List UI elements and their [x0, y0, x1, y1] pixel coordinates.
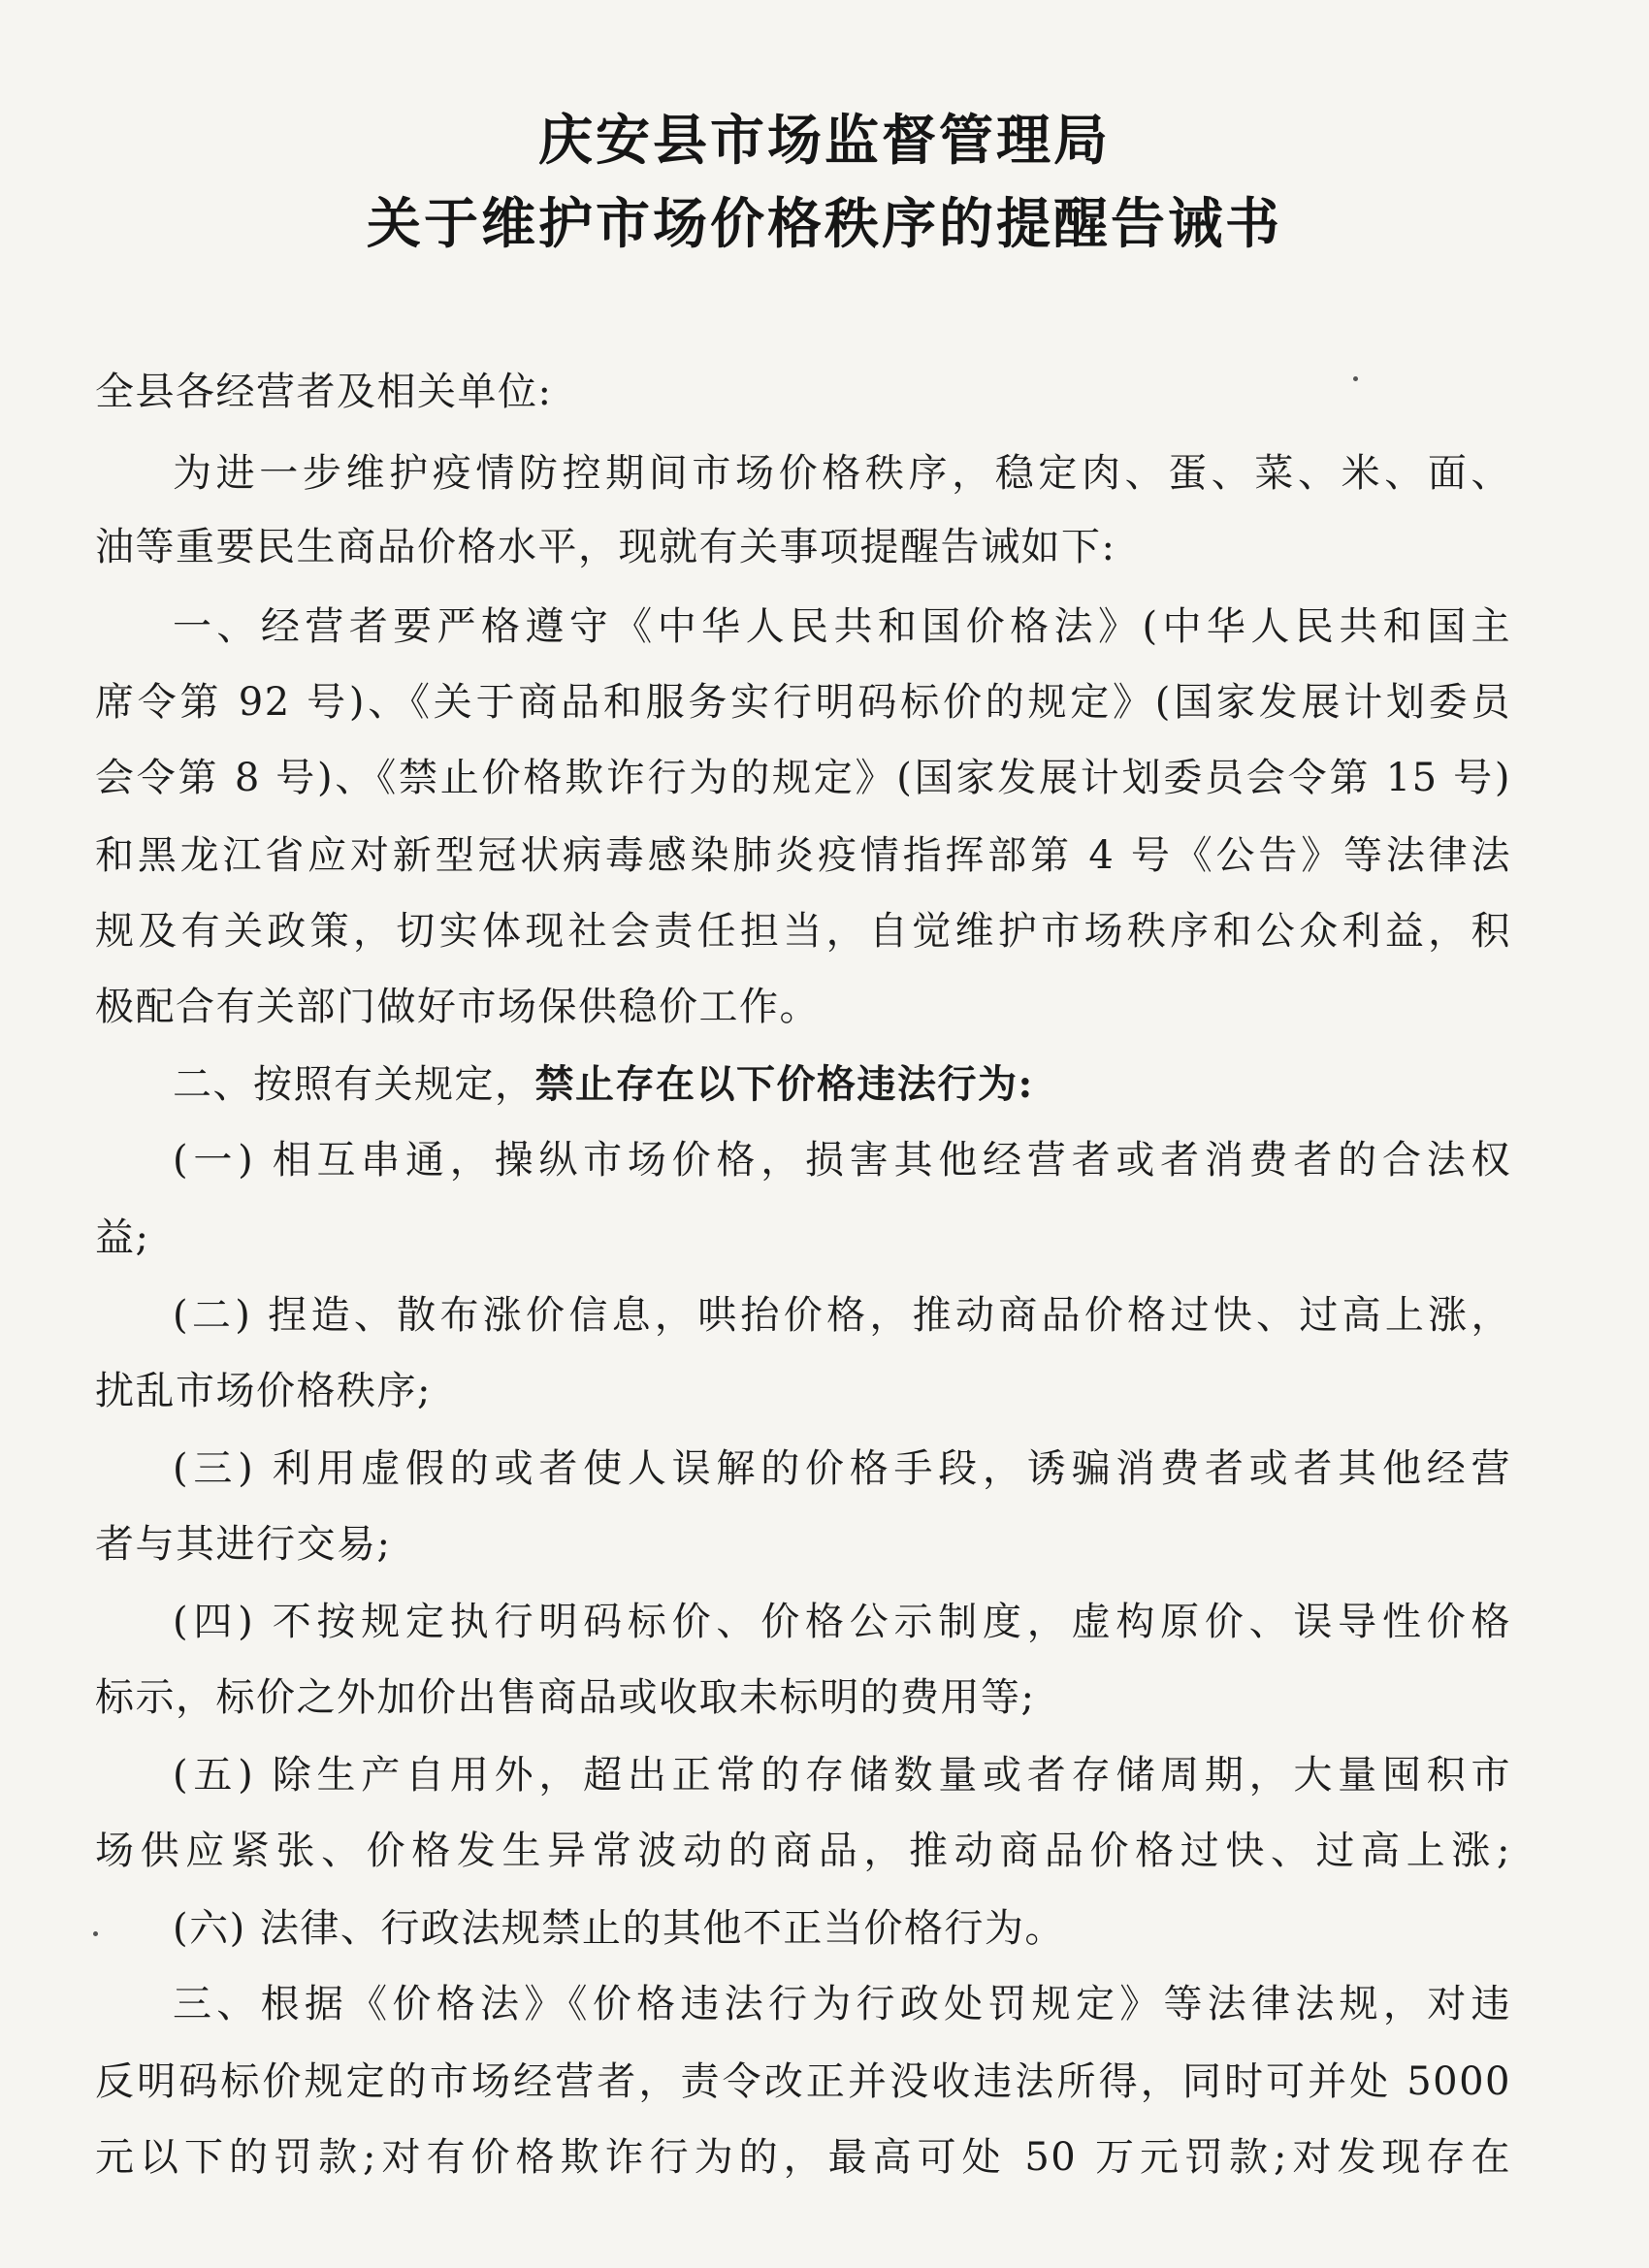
- section1-line-6: 极配合有关部门做好市场保供稳价工作。: [95, 985, 820, 1029]
- item1-line-1: (一) 相互串通，操纵市场价格，损害其他经营者或者消费者的合法权: [173, 1138, 1511, 1183]
- item3-line-1: (三) 利用虚假的或者使人误解的价格手段，诱骗消费者或者其他经营: [173, 1446, 1511, 1491]
- item1-line-2: 益;: [95, 1215, 150, 1260]
- item4-line-1: (四) 不按规定执行明码标价、价格公示制度，虚构原价、误导性价格: [173, 1600, 1511, 1644]
- section1-line-3: 会令第 8 号)、《禁止价格欺诈行为的规定》(国家发展计划委员会令第 15 号): [95, 756, 1511, 800]
- intro-line-2: 油等重要民生商品价格水平，现就有关事项提醒告诫如下:: [95, 525, 1116, 569]
- item6-line-1: (六) 法律、行政法规禁止的其他不正当价格行为。: [173, 1906, 1065, 1951]
- scan-speck: [93, 1931, 98, 1936]
- section2-heading: [173, 1059, 1511, 1110]
- intro-line-1: 为进一步维护疫情防控期间市场价格秩序，稳定肉、蛋、菜、米、面、: [173, 451, 1511, 496]
- item2-line-1: (二) 捏造、散布涨价信息，哄抬价格，推动商品价格过快、过高上涨，: [173, 1293, 1511, 1338]
- section1-line-1: 一、经营者要严格遵守《中华人民共和国价格法》(中华人民共和国主: [173, 604, 1511, 649]
- scan-speck: [1353, 376, 1358, 381]
- section1-line-4: 和黑龙江省应对新型冠状病毒感染肺炎疫情指挥部第 4 号《公告》等法律法: [95, 833, 1511, 878]
- section1-line-2: 席令第 92 号)、《关于商品和服务实行明码标价的规定》(国家发展计划委员: [95, 680, 1511, 725]
- item4-line-2: 标示，标价之外加价出售商品或收取未标明的费用等;: [95, 1675, 1036, 1720]
- item5-line-1: (五) 除生产自用外，超出正常的存储数量或者存储周期，大量囤积市: [173, 1753, 1511, 1798]
- section1-line-5: 规及有关政策，切实体现社会责任担当，自觉维护市场秩序和公众利益，积: [95, 909, 1511, 954]
- section3-line-3: 元以下的罚款;对有价格欺诈行为的，最高可处 50 万元罚款;对发现存在: [95, 2135, 1511, 2180]
- item5-line-2: 场供应紧张、价格发生异常波动的商品，推动商品价格过快、过高上涨;: [95, 1829, 1511, 1873]
- document-title-line-2: 关于维护市场价格秩序的提醒告诫书: [367, 193, 1282, 256]
- section2-lead-bold: 禁止存在以下价格违法行为:: [534, 1061, 1034, 1107]
- section2-lead: 二、按照有关规定，: [173, 1062, 535, 1107]
- item3-line-2: 者与其进行交易;: [95, 1522, 392, 1567]
- document-title-line-1: 庆安县市场监督管理局: [538, 110, 1111, 173]
- section3-line-2: 反明码标价规定的市场经营者，责令改正并没收违法所得，同时可并处 5000: [95, 2059, 1511, 2104]
- salutation: 全县各经营者及相关单位:: [95, 370, 553, 414]
- item2-line-2: 扰乱市场价格秩序;: [95, 1369, 432, 1413]
- section3-line-1: 三、根据《价格法》《价格违法行为行政处罚规定》等法律法规，对违: [173, 1982, 1511, 2026]
